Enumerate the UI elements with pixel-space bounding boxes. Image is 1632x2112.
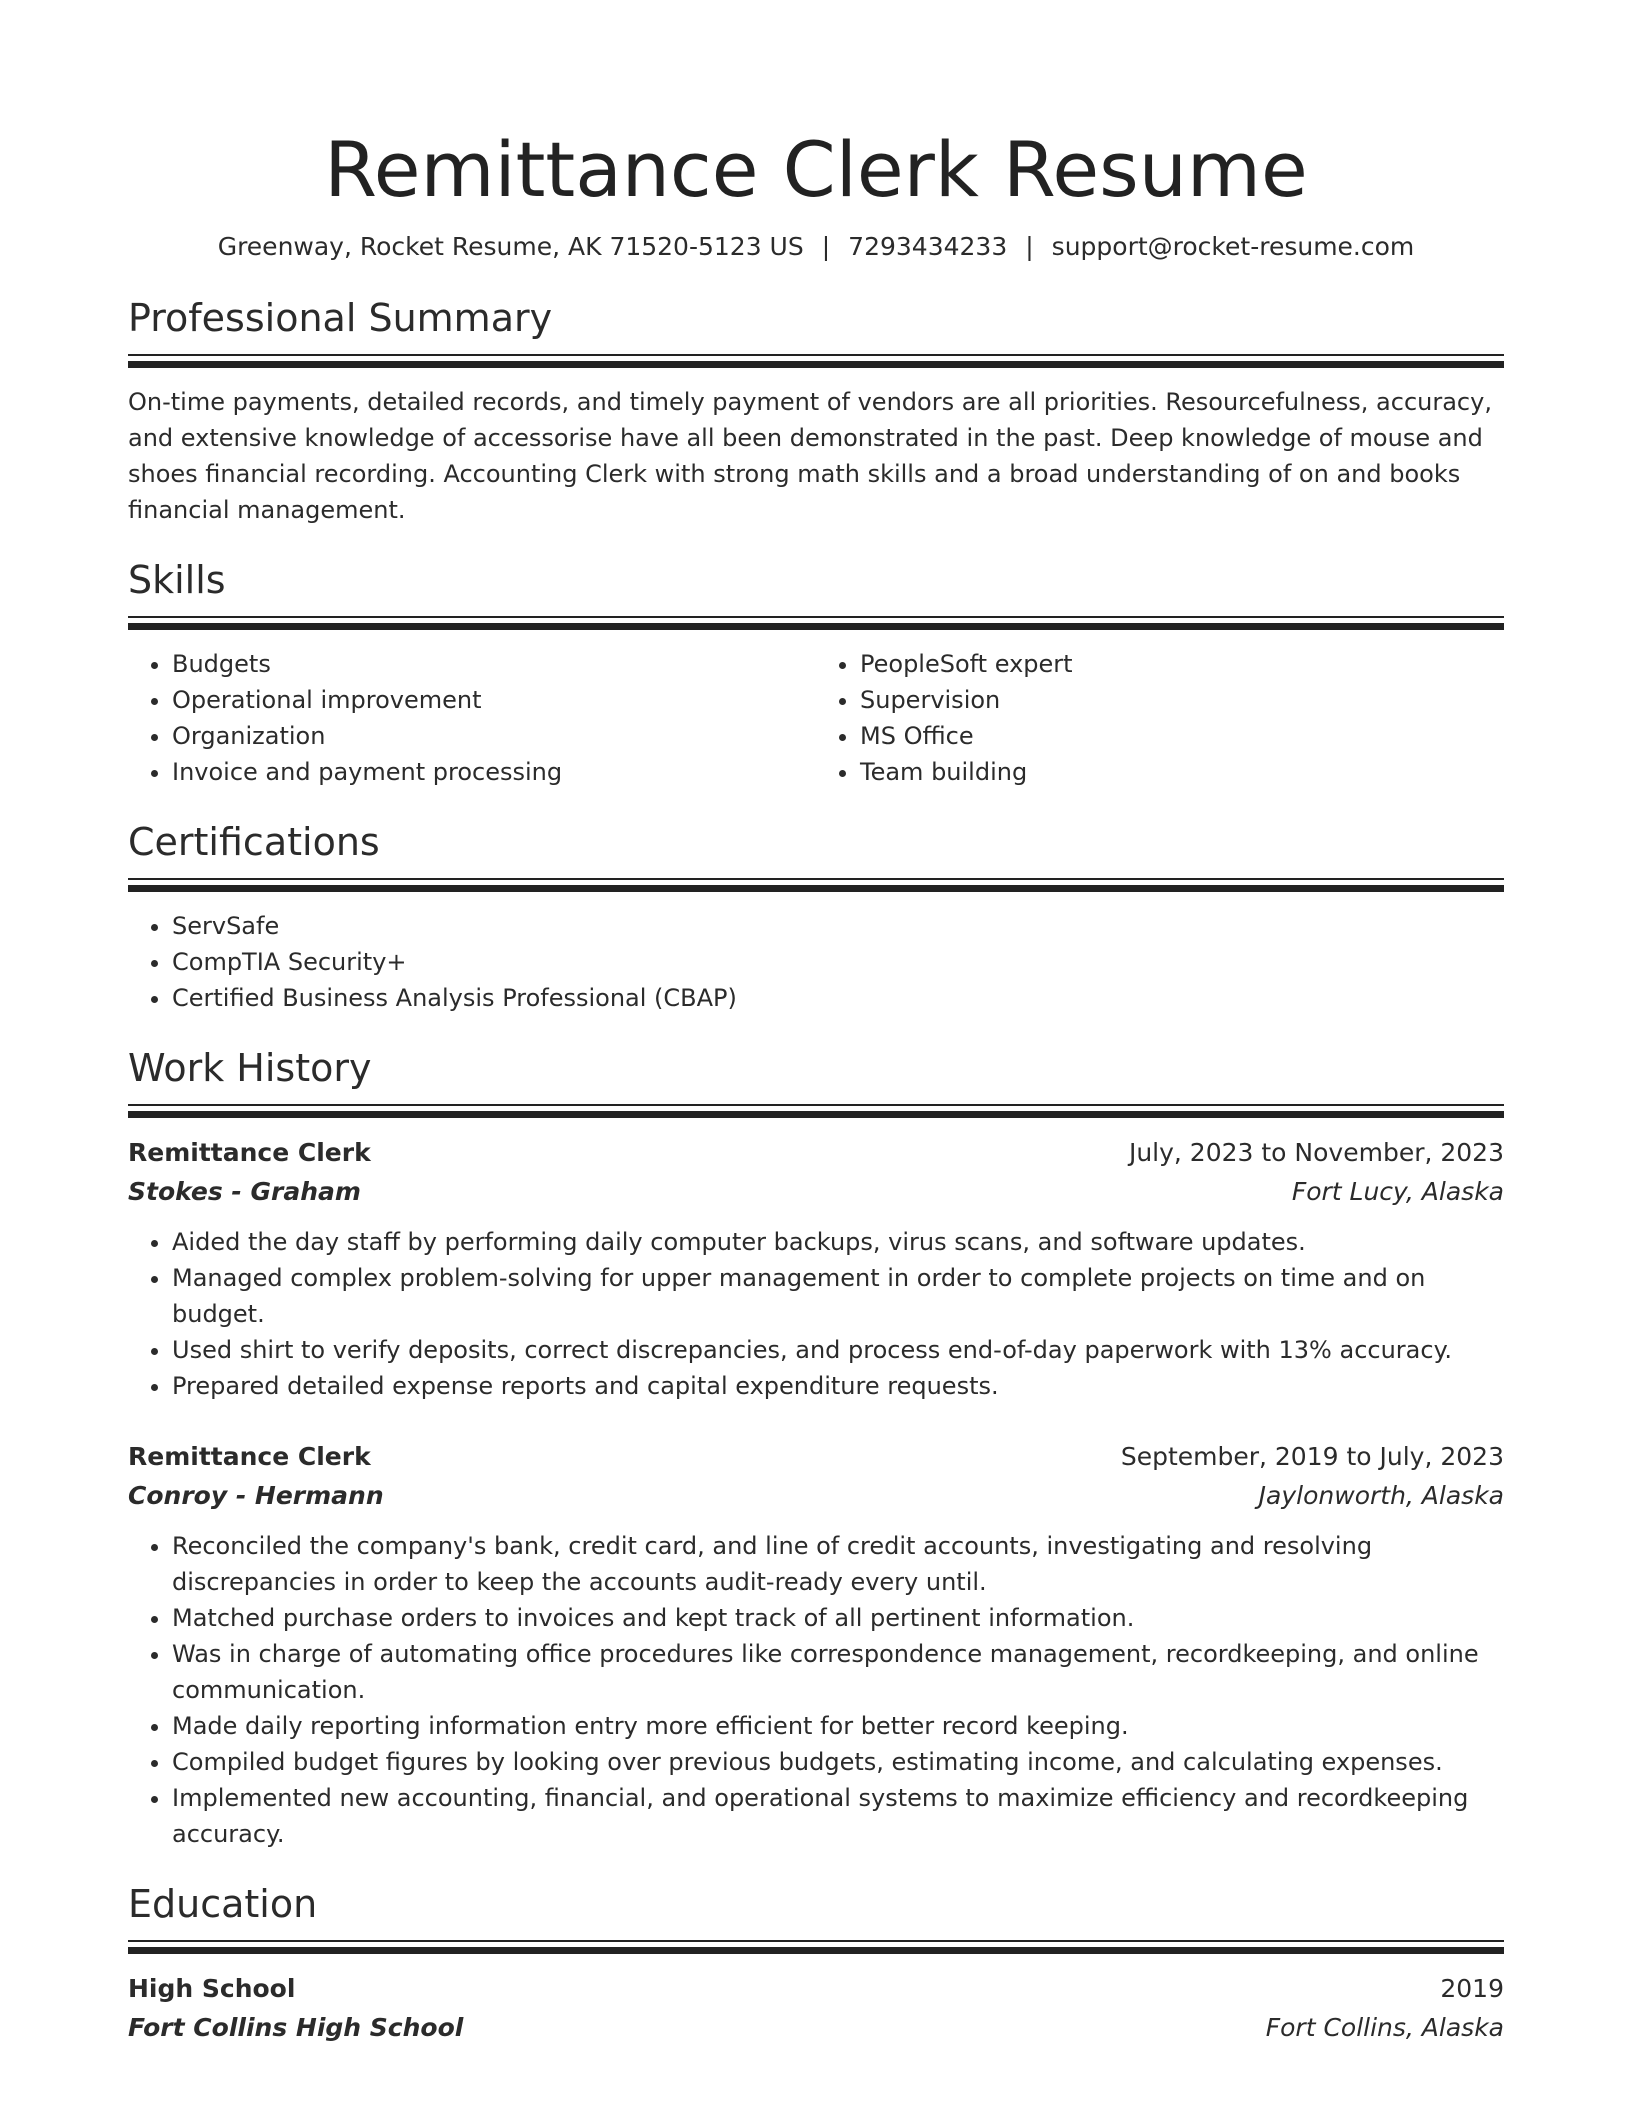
list-item: • Team building — [860, 754, 1504, 790]
work-section — [128, 1042, 1504, 1852]
education-degree: High School — [128, 1974, 296, 2003]
education-entry — [128, 1970, 1504, 2048]
list-item: • Invoice and payment processing — [172, 754, 816, 790]
job-bullets — [128, 1224, 1504, 1404]
job-entry — [128, 1134, 1504, 1404]
contact-address: Greenway, Rocket Resume, AK 71520-5123 US — [217, 232, 804, 261]
section-rule — [128, 354, 1504, 368]
job-bullets — [128, 1528, 1504, 1852]
contact-email: support@rocket-resume.com — [1051, 232, 1415, 261]
skills-list-left — [128, 646, 816, 790]
list-item: • Made daily reporting information entry more efficient for better record keeping. — [172, 1708, 1504, 1744]
education-header — [128, 1970, 1504, 2008]
summary-heading: Professional Summary — [128, 296, 553, 340]
contact-separator: | — [821, 232, 831, 261]
education-heading: Education — [128, 1882, 318, 1926]
job-location: Fort Lucy, Alaska — [1291, 1177, 1504, 1206]
education-year: 2019 — [1440, 1974, 1504, 2003]
job-header — [128, 1438, 1504, 1476]
resume-content — [128, 122, 1504, 2048]
list-item: • Prepared detailed expense reports and capital expenditure requests. — [172, 1368, 1504, 1404]
job-header — [128, 1134, 1504, 1172]
resume-title: Remittance Clerk Resume — [324, 125, 1308, 214]
list-item: • Was in charge of automating office procedures like correspondence management, recordkeeping, and online communication. — [172, 1636, 1504, 1708]
job-title: Remittance Clerk — [128, 1442, 371, 1471]
work-heading: Work History — [128, 1046, 372, 1090]
list-item: • Supervision — [860, 682, 1504, 718]
list-item: • Certified Business Analysis Professional (CBAP) — [172, 980, 1504, 1016]
list-item: • ServSafe — [172, 908, 1504, 944]
list-item: • Aided the day staff by performing daily computer backups, virus scans, and software updates. — [172, 1224, 1504, 1260]
job-company: Conroy - Hermann — [128, 1481, 384, 1510]
certifications-section — [128, 816, 1504, 1016]
section-rule — [128, 878, 1504, 892]
section-rule — [128, 1940, 1504, 1954]
job-company: Stokes - Graham — [128, 1177, 361, 1206]
summary-section — [128, 292, 1504, 528]
skills-section — [128, 554, 1504, 790]
list-item: • Organization — [172, 718, 816, 754]
job-subheader — [128, 1476, 1504, 1516]
contact-line — [128, 230, 1504, 264]
list-item: • Reconciled the company's bank, credit card, and line of credit accounts, investigating and resolving discrepancies in order to keep the accounts audit-ready every until. — [172, 1528, 1504, 1600]
education-section — [128, 1878, 1504, 2048]
list-item: • Operational improvement — [172, 682, 816, 718]
list-item: • MS Office — [860, 718, 1504, 754]
list-item: • Matched purchase orders to invoices and kept track of all pertinent information. — [172, 1600, 1504, 1636]
section-rule — [128, 616, 1504, 630]
list-item: • Implemented new accounting, financial, and operational systems to maximize efficiency and recordkeeping accuracy. — [172, 1780, 1504, 1852]
contact-separator: | — [1025, 232, 1034, 261]
job-entry — [128, 1438, 1504, 1852]
education-location: Fort Collins, Alaska — [1265, 2013, 1504, 2042]
list-item: • Used shirt to verify deposits, correct discrepancies, and process end-of-day paperwork with 13% accuracy. — [172, 1332, 1504, 1368]
job-title: Remittance Clerk — [128, 1138, 371, 1167]
summary-text: On-time payments, detailed records, and timely payment of vendors are all priorities. Resourcefulness, accuracy, and extensive knowledge of accessorise have all been demonstrated in the past. Deep knowledge of mouse and shoes financial recording. Accounting Clerk with strong math skills and a broad understanding of on and books financial management. — [128, 388, 1492, 524]
education-subheader — [128, 2008, 1504, 2048]
job-dates: September, 2019 to July, 2023 — [1120, 1442, 1504, 1471]
job-subheader — [128, 1172, 1504, 1212]
list-item: • Budgets — [172, 646, 816, 682]
list-item: • PeopleSoft expert — [860, 646, 1504, 682]
list-item: • CompTIA Security+ — [172, 944, 1504, 980]
skills-grid — [128, 646, 1504, 790]
list-item: • Managed complex problem-solving for upper management in order to complete projects on time and on budget. — [172, 1260, 1504, 1332]
section-rule — [128, 1104, 1504, 1118]
job-location: Jaylonworth, Alaska — [1258, 1481, 1504, 1510]
list-item: • Compiled budget figures by looking over previous budgets, estimating income, and calculating expenses. — [172, 1744, 1504, 1780]
certifications-list — [128, 908, 1504, 1016]
skills-list-right — [816, 646, 1504, 790]
job-dates: July, 2023 to November, 2023 — [1128, 1138, 1504, 1167]
certifications-heading: Certifications — [128, 820, 380, 864]
contact-phone: 7293434233 — [848, 232, 1008, 261]
education-school: Fort Collins High School — [128, 2013, 464, 2042]
skills-heading: Skills — [128, 558, 226, 602]
